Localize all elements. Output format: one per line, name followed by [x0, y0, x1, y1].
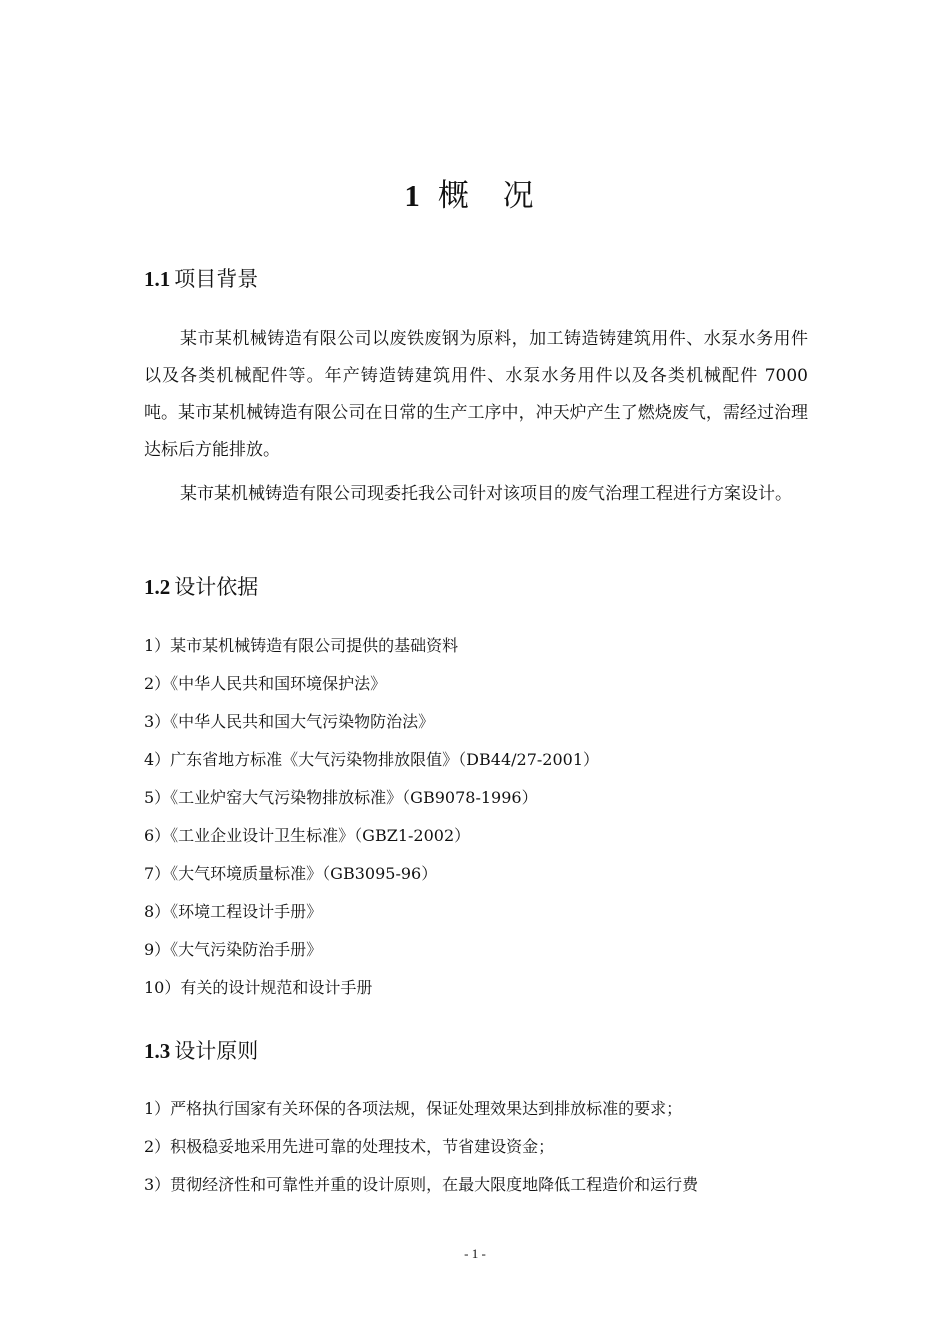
list-item: 6）《工业企业设计卫生标准》（GBZ1-2002） [144, 826, 471, 845]
section-number: 1.3 [144, 1039, 171, 1063]
chapter-number: 1 [404, 178, 422, 213]
list-item: 9）《大气污染防治手册》 [144, 940, 323, 959]
design-basis-list [144, 627, 814, 1007]
paragraph-project-background: 某市某机械铸造有限公司以废铁废钢为原料，加工铸造铸建筑用件、水泵水务用件以及各类机械配件等。年产铸造铸建筑用件、水泵水务用件以及各类机械配件 7000 吨。某市某机械铸造有限公司在日常的生产工序中，冲天炉产生了燃烧废气，需经过治理达标后方能排放。 [144, 329, 808, 460]
list-item: 2）积极稳妥地采用先进可靠的处理技术，节省建设资金； [144, 1137, 555, 1156]
section-number: 1.1 [144, 267, 171, 291]
list-item: 7）《大气环境质量标准》（GB3095-96） [144, 864, 438, 883]
section-heading-1-2 [144, 571, 258, 601]
list-item: 3）《中华人民共和国大气污染物防治法》 [144, 712, 435, 731]
list-item: 5）《工业炉窑大气污染物排放标准》（GB9078-1996） [144, 788, 538, 807]
paragraph-commission: 某市某机械铸造有限公司现委托我公司针对该项目的废气治理工程进行方案设计。 [180, 484, 792, 504]
list-item: 3）贯彻经济性和可靠性并重的设计原则，在最大限度地降低工程造价和运行费 [144, 1175, 699, 1194]
list-item: 1）某市某机械铸造有限公司提供的基础资料 [144, 636, 459, 655]
section-title: 设计原则 [174, 1039, 259, 1063]
section-title: 设计依据 [174, 575, 259, 599]
list-item: 1）严格执行国家有关环保的各项法规，保证处理效果达到排放标准的要求； [144, 1099, 683, 1118]
list-item: 2）《中华人民共和国环境保护法》 [144, 674, 387, 693]
section-number: 1.2 [144, 575, 171, 599]
chapter-title [0, 170, 950, 215]
section-heading-1-3 [144, 1035, 258, 1065]
page-number: - 1 - [464, 1246, 486, 1261]
section-title: 项目背景 [174, 267, 259, 291]
section-heading-1-1 [144, 263, 258, 293]
chapter-title-text: 概 况 [437, 178, 546, 214]
design-principles-list [144, 1090, 814, 1204]
list-item: 10）有关的设计规范和设计手册 [144, 978, 373, 997]
list-item: 4）广东省地方标准《大气污染物排放限值》（DB44/27-2001） [144, 750, 600, 769]
list-item: 8）《环境工程设计手册》 [144, 902, 323, 921]
